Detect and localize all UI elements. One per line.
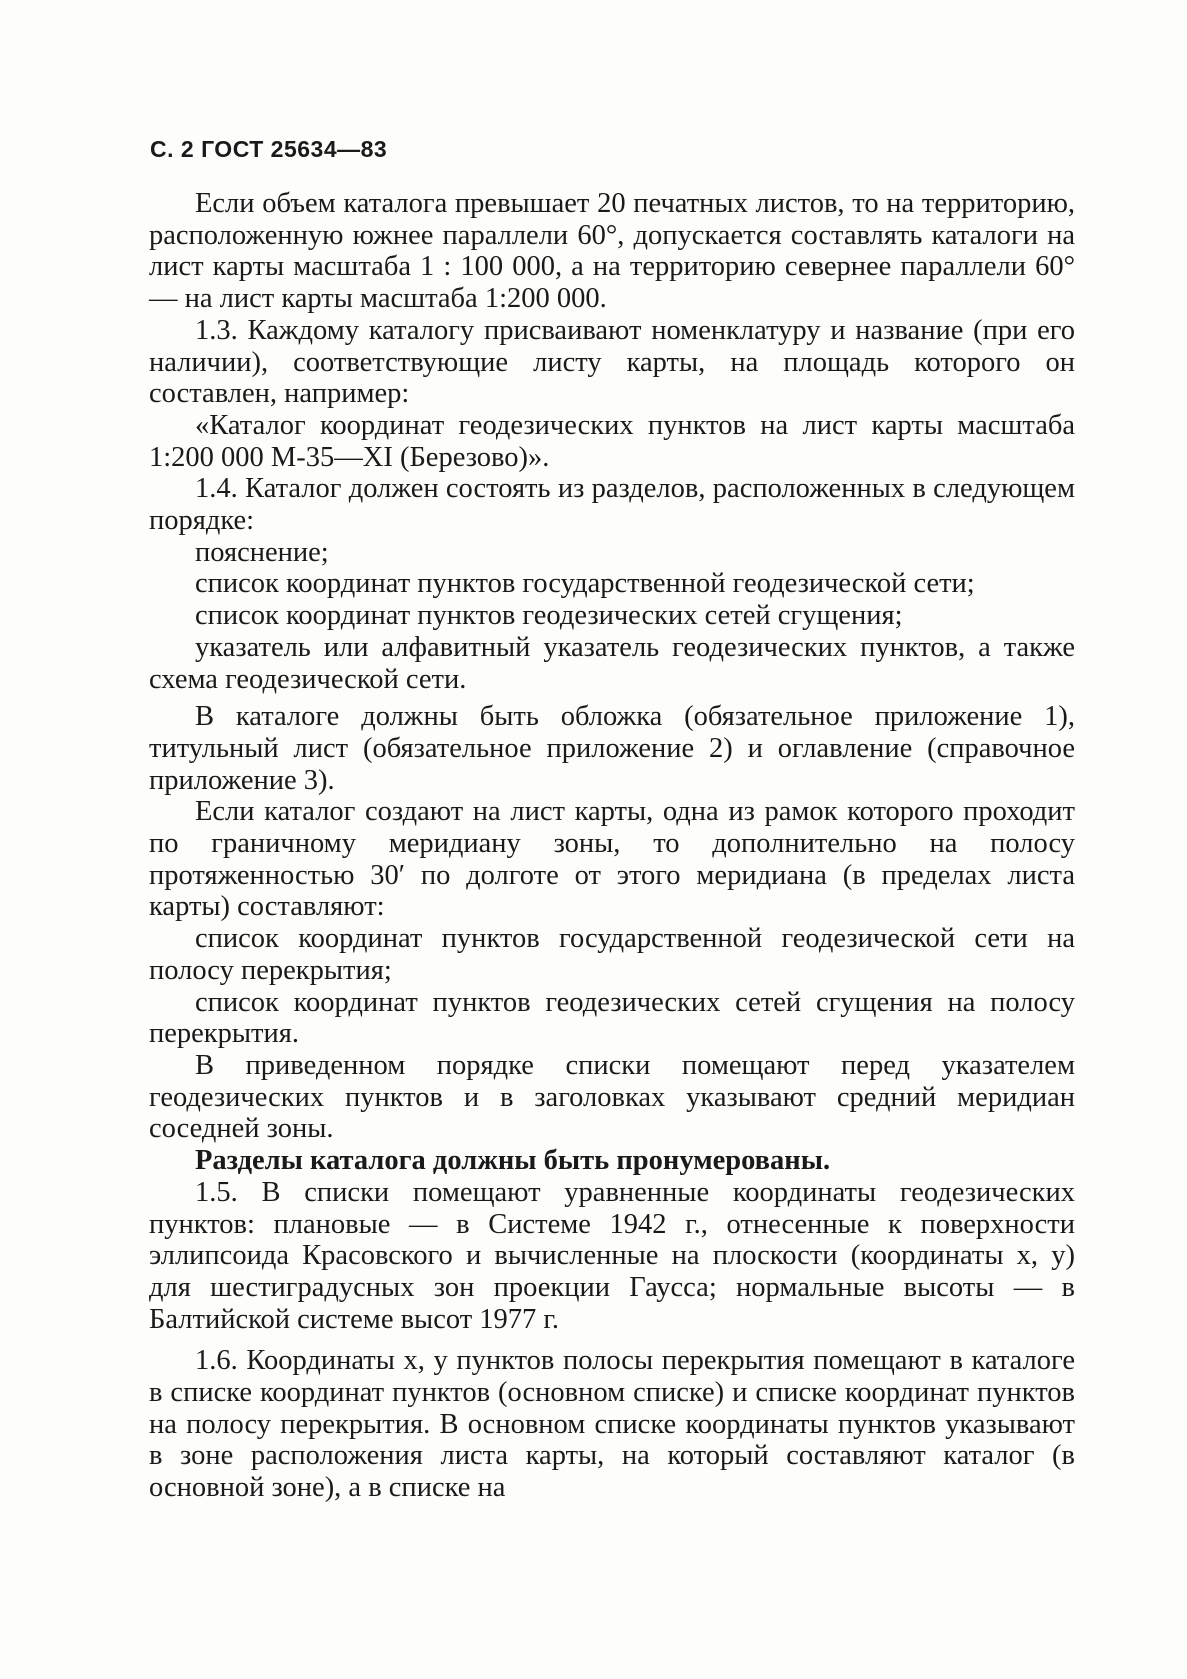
paragraph-cover-requirements: В каталоге должны быть обложка (обязательное приложение 1), титульный лист (обязательное приложение 2) и оглавление (справочное приложение 3). xyxy=(149,701,1075,796)
list-item-overlap-densification: список координат пунктов геодезических сетей сгущения на полосу перекрытия. xyxy=(149,986,1075,1050)
document-body xyxy=(149,188,1075,1504)
list-item-state-network: список координат пунктов государственной геодезической сети; xyxy=(195,568,975,600)
paragraph-catalog-volume: Если объем каталога превышает 20 печатных листов, то на территорию, расположенную южнее параллели 60°, допускается составлять каталоги на лист карты масштаба 1 : 100 000, а на территорию севернее параллели 60° — на лист карты масштаба 1:200 000. xyxy=(149,188,1075,315)
paragraph-example: «Каталог координат геодезических пунктов на лист карты масштаба 1:200 000 М-35—XI (Березово)». xyxy=(149,409,1075,473)
paragraph-1-5: 1.5. В списки помещают уравненные координаты геодезических пунктов: плановые — в Системе 1942 г., отнесенные к поверхности эллипсоида Красовского и вычисленные на плоскости (координаты x, y) для шестиградусных зон проекции Гаусса; нормальные высоты — в Балтийской системе высот 1977 г. xyxy=(149,1176,1075,1335)
paragraph-1-4: 1.4. Каталог должен состоять из разделов, расположенных в следующем порядке: xyxy=(149,473,1075,537)
list-item-densification-network: список координат пунктов геодезических сетей сгущения; xyxy=(195,600,903,632)
list-item-explanation: пояснение; xyxy=(195,536,329,568)
paragraph-1-3: 1.3. Каждому каталогу присваивают номенклатуру и название (при его наличии), соответствующие листу карты, на площадь которого он составлен, например: xyxy=(149,314,1075,410)
page-header: С. 2 ГОСТ 25634—83 xyxy=(150,136,388,162)
list-item-overlap-state: список координат пунктов государственной геодезической сети на полосу перекрытия; xyxy=(149,923,1075,986)
paragraph-order: В приведенном порядке списки помещают перед указателем геодезических пунктов и в заголовках указывают средний меридиан соседней зоны. xyxy=(149,1049,1075,1145)
paragraph-numbering: Разделы каталога должны быть пронумерованы. xyxy=(195,1145,831,1177)
list-item-index: указатель или алфавитный указатель геодезических пунктов, а также схема геодезической сети. xyxy=(149,631,1075,695)
paragraph-zone-meridian: Если каталог создают на лист карты, одна из рамок которого проходит по граничному меридиану зоны, то дополнительно на полосу протяженностью 30′ по долготе от этого меридиана (в пределах листа карты) составляют: xyxy=(149,796,1075,923)
paragraph-1-6: 1.6. Координаты x, y пунктов полосы перекрытия помещают в каталоге в списке координат пунктов (основном списке) и списке координат пунктов на полосу перекрытия. В основном списке координаты пунктов указывают в зоне расположения листа карты, на который составляют каталог (в основной зоне), а в списке на xyxy=(149,1345,1075,1504)
